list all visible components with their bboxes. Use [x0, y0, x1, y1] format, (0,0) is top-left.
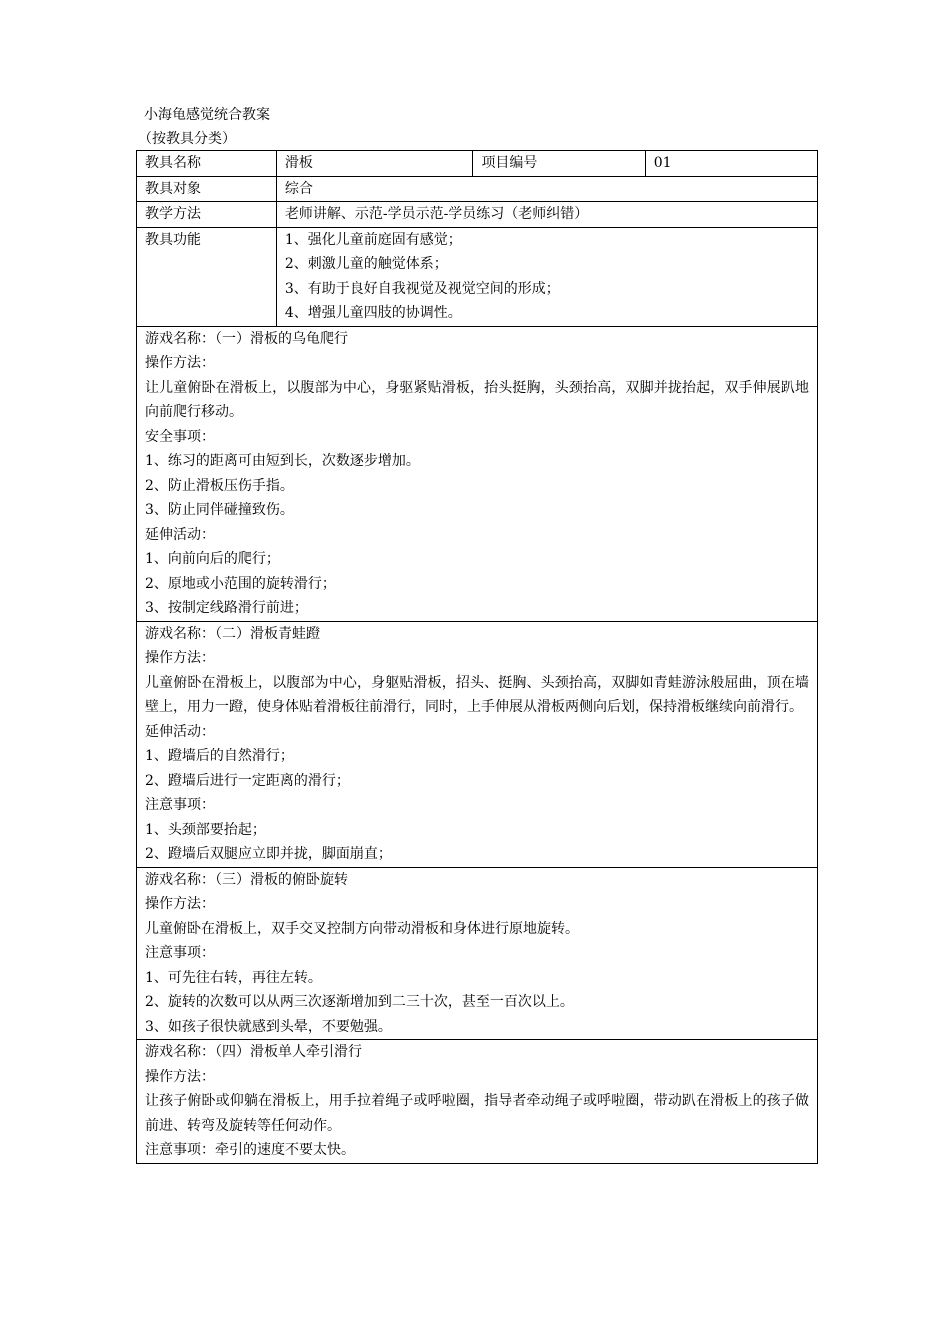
game-text: 儿童俯卧在滑板上，以腹部为中心，身躯贴滑板，招头、挺胸、头颈抬高，双脚如青蛙游泳般屈曲，顶在墙壁上，用力一蹬，使身体贴着滑板往前滑行，同时，上手伸展从滑板两侧向后划，保持滑板继续向前滑行。 [145, 674, 809, 715]
game-text: 安全事项： [145, 428, 215, 445]
project-code-value: 01 [645, 151, 817, 177]
game-title: 游戏名称：（三）滑板的俯卧旋转 [145, 871, 348, 888]
game-title: 游戏名称：（四）滑板单人牵引滑行 [145, 1044, 362, 1060]
row-equipment-name [137, 151, 818, 177]
function-item: 4、增强儿童四肢的协调性。 [284, 305, 462, 321]
game-text: 让孩子俯卧或仰躺在滑板上，用手拉着绳子或呼啦圈，指导者牵动绳子或呼啦圈，带动趴在滑板上的孩子做前进、转弯及旋转等任何动作。 [145, 1093, 809, 1134]
method-label: 教学方法 [137, 202, 277, 228]
game-content [137, 326, 818, 621]
row-method [137, 202, 818, 228]
game-section-1 [137, 326, 818, 621]
game-title: 游戏名称：（一）滑板的乌龟爬行 [145, 330, 348, 347]
game-text: 2、防止滑板压伤手指。 [145, 477, 294, 494]
game-text: 3、如孩子很快就感到头晕，不要勉强。 [145, 1018, 392, 1035]
game-section-4 [137, 1040, 818, 1164]
game-text: 儿童俯卧在滑板上，双手交叉控制方向带动滑板和身体进行原地旋转。 [145, 920, 579, 937]
function-item: 2、刺激儿童的触觉体系； [284, 256, 448, 272]
equipment-name-label: 教具名称 [137, 151, 277, 177]
method-value: 老师讲解、示范-学员示范-学员练习（老师纠错） [276, 202, 817, 228]
game-text: 注意事项： [145, 797, 215, 813]
game-content [137, 867, 818, 1040]
row-function [137, 227, 818, 326]
document-subtitle: （按教具分类） [138, 131, 236, 147]
game-text: 3、按制定线路滑行前进； [145, 600, 308, 616]
game-text: 3、防止同伴碰撞致伤。 [145, 502, 294, 518]
game-text: 延伸活动： [145, 526, 215, 543]
game-text: 2、原地或小范围的旋转滑行； [145, 575, 336, 592]
game-text: 操作方法： [145, 1068, 215, 1085]
game-text: 2、旋转的次数可以从两三次逐渐增加到二三十次，甚至一百次以上。 [145, 994, 574, 1010]
game-text: 1、向前向后的爬行； [145, 551, 280, 567]
game-text: 操作方法： [145, 896, 215, 912]
equipment-name-value: 滑板 [276, 151, 473, 177]
game-text: 1、练习的距离可由短到长，次数逐步增加。 [145, 453, 420, 469]
game-text: 操作方法： [145, 650, 215, 666]
game-content [137, 621, 818, 867]
game-text: 让儿童俯卧在滑板上，以腹部为中心，身驱紧贴滑板，抬头挺胸，头颈抬高，双脚并拢抬起，双手伸展趴地向前爬行移动。 [145, 379, 809, 420]
game-text: 2、蹬墙后进行一定距离的滑行； [145, 772, 350, 789]
function-list [276, 227, 817, 326]
game-text: 注意事项：牵引的速度不要太快。 [145, 1142, 355, 1158]
game-text: 注意事项： [145, 945, 215, 961]
project-code-label: 项目编号 [473, 151, 645, 177]
game-text: 2、蹬墙后双腿应立即并拢，脚面崩直； [145, 846, 392, 862]
game-section-2 [137, 621, 818, 867]
game-section-3 [137, 867, 818, 1040]
game-text: 操作方法： [145, 355, 215, 371]
function-label: 教具功能 [137, 227, 277, 326]
lesson-plan-page [136, 103, 818, 1164]
function-item: 3、有助于良好自我视觉及视觉空间的形成； [284, 280, 560, 297]
game-text: 1、头颈部要抬起； [145, 821, 266, 838]
target-label: 教具对象 [137, 176, 277, 202]
game-content [137, 1040, 818, 1164]
lesson-table [136, 150, 818, 1164]
game-text: 延伸活动： [145, 723, 215, 740]
game-title: 游戏名称：（二）滑板青蛙蹬 [145, 625, 320, 642]
game-text: 1、蹬墙后的自然滑行； [145, 748, 294, 764]
row-target [137, 176, 818, 202]
document-title: 小海龟感觉统合教案 [144, 107, 270, 123]
game-text: 1、可先往右转，再往左转。 [145, 969, 322, 986]
function-item: 1、强化儿童前庭固有感觉； [284, 231, 462, 248]
target-value: 综合 [276, 176, 817, 202]
